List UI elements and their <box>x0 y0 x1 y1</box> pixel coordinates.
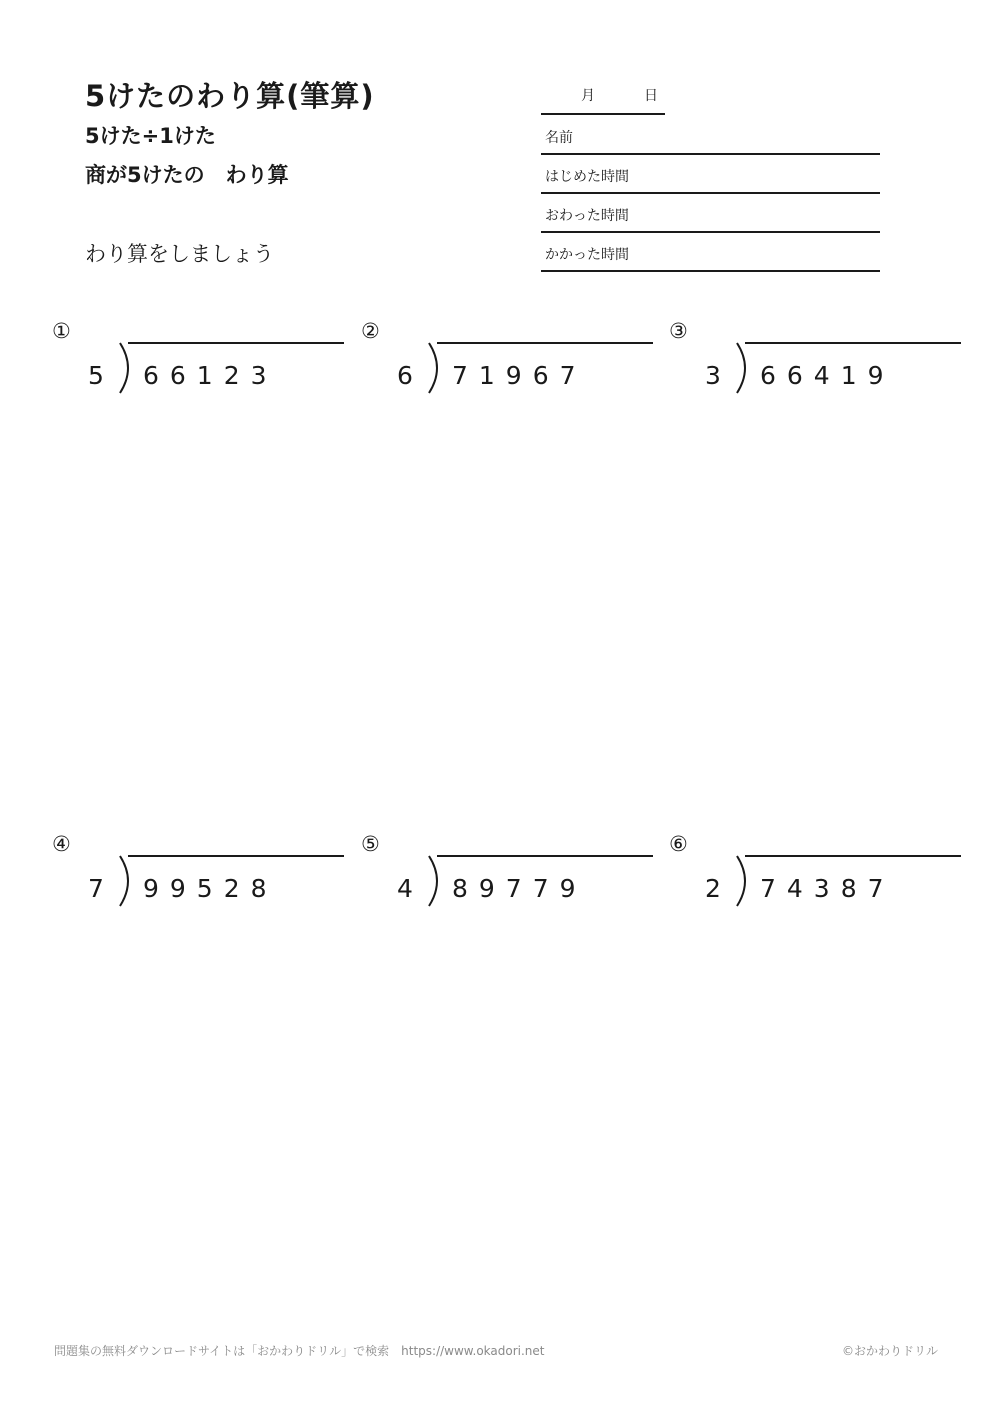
division-bracket-icon <box>733 341 757 395</box>
month-label: 月 <box>581 88 595 104</box>
division-bracket-icon <box>116 341 140 395</box>
dividend: 99528 <box>143 874 278 903</box>
date-field[interactable] <box>541 83 665 115</box>
divisor: 4 <box>397 874 413 903</box>
division-bar <box>745 342 961 344</box>
division-bar <box>745 855 961 857</box>
divisor: 7 <box>88 874 104 903</box>
problem-3 <box>669 319 929 389</box>
problem-1 <box>52 319 312 389</box>
divisor: 3 <box>705 361 721 390</box>
elapsed-time-field[interactable] <box>541 233 880 272</box>
division-bar <box>128 342 344 344</box>
dividend: 66419 <box>760 361 895 390</box>
end-time-label: おわった時間 <box>545 208 629 224</box>
footer-download-text: 問題集の無料ダウンロードサイトは「おかわりドリル」で検索 https://www.okadori.net <box>54 1344 545 1358</box>
problem-number: ① <box>52 319 71 343</box>
name-field[interactable] <box>541 116 880 155</box>
dividend: 66123 <box>143 361 278 390</box>
start-time-field[interactable] <box>541 155 880 194</box>
problem-number: ④ <box>52 832 71 856</box>
instruction-text: わり算をしましょう <box>85 242 274 266</box>
divisor: 5 <box>88 361 104 390</box>
division-bar <box>128 855 344 857</box>
problem-number: ② <box>361 319 380 343</box>
divisor: 2 <box>705 874 721 903</box>
dividend: 74387 <box>760 874 895 903</box>
problem-number: ③ <box>669 319 688 343</box>
problem-5 <box>361 832 621 902</box>
dividend: 89779 <box>452 874 587 903</box>
dividend: 71967 <box>452 361 587 390</box>
division-bracket-icon <box>733 854 757 908</box>
start-time-label: はじめた時間 <box>545 169 629 185</box>
day-label: 日 <box>644 88 658 104</box>
division-bracket-icon <box>425 854 449 908</box>
elapsed-time-label: かかった時間 <box>545 247 629 263</box>
worksheet-subtitle: 5けた÷1けた <box>85 124 216 148</box>
division-bar <box>437 342 653 344</box>
division-bracket-icon <box>425 341 449 395</box>
problem-6 <box>669 832 929 902</box>
footer-copyright: ©おかわりドリル <box>841 1344 938 1358</box>
division-bracket-icon <box>116 854 140 908</box>
problem-4 <box>52 832 312 902</box>
problem-number: ⑤ <box>361 832 380 856</box>
problem-number: ⑥ <box>669 832 688 856</box>
name-label: 名前 <box>545 130 573 146</box>
divisor: 6 <box>397 361 413 390</box>
end-time-field[interactable] <box>541 194 880 233</box>
worksheet-title: 5けたのわり算(筆算) <box>85 79 375 113</box>
worksheet-subtitle-2: 商が5けたの わり算 <box>85 163 289 187</box>
division-bar <box>437 855 653 857</box>
problem-2 <box>361 319 621 389</box>
